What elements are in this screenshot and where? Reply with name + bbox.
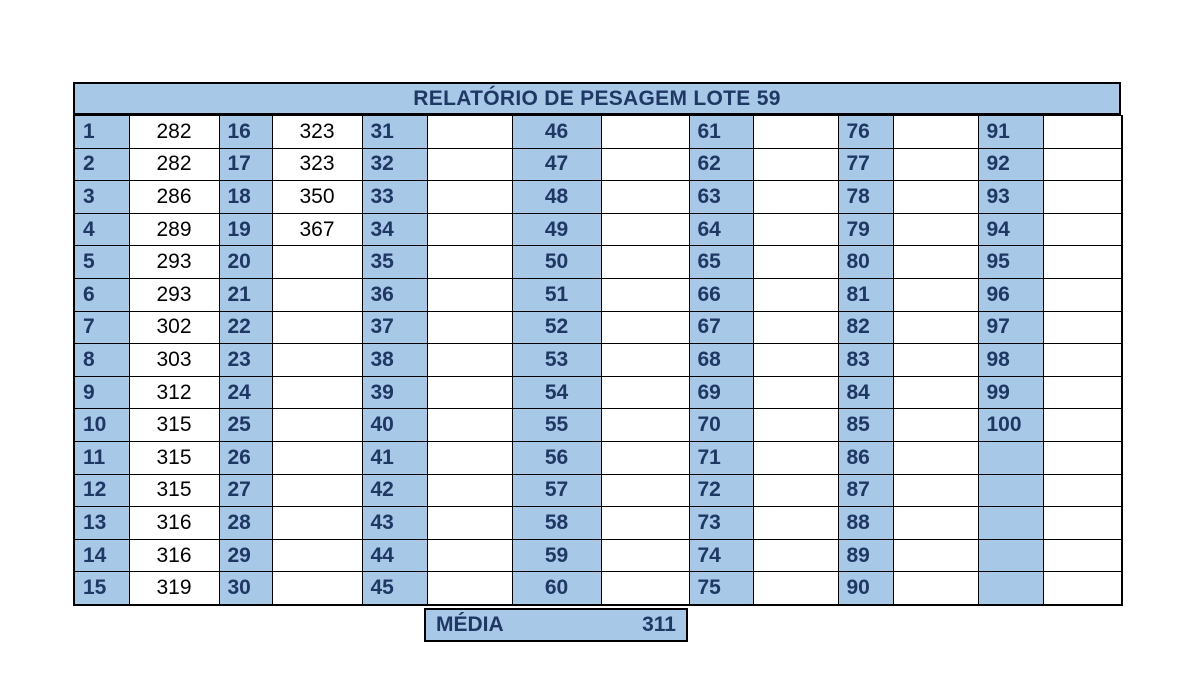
lot-number-cell: 96	[978, 278, 1043, 311]
weight-cell	[1043, 311, 1122, 344]
table-row	[74, 409, 1122, 442]
lot-number-cell: 71	[689, 441, 753, 474]
lot-number-cell: 53	[512, 344, 601, 377]
lot-number-cell: 66	[689, 278, 753, 311]
weighing-report-sheet	[73, 82, 1121, 606]
lot-number-cell: 42	[362, 474, 427, 507]
weight-cell	[601, 441, 689, 474]
lot-number-cell: 34	[362, 213, 427, 246]
weight-cell	[753, 181, 838, 214]
weight-cell	[893, 409, 978, 442]
table-row	[74, 311, 1122, 344]
weight-cell	[753, 441, 838, 474]
lot-number-cell: 59	[512, 539, 601, 572]
lot-number-cell: 44	[362, 539, 427, 572]
weight-cell	[272, 344, 362, 377]
lot-number-cell: 61	[689, 116, 753, 149]
weight-cell	[427, 213, 512, 246]
weight-cell	[601, 278, 689, 311]
lot-number-cell: 94	[978, 213, 1043, 246]
lot-number-cell: 67	[689, 311, 753, 344]
weight-cell	[272, 311, 362, 344]
weight-cell	[427, 246, 512, 279]
lot-number-cell: 1	[74, 116, 129, 149]
lot-number-cell	[978, 441, 1043, 474]
weight-cell	[427, 507, 512, 540]
lot-number-cell: 99	[978, 376, 1043, 409]
table-row	[74, 213, 1122, 246]
table-row	[74, 148, 1122, 181]
lot-number-cell: 65	[689, 246, 753, 279]
lot-number-cell: 20	[219, 246, 272, 279]
weight-cell	[893, 507, 978, 540]
lot-number-cell: 49	[512, 213, 601, 246]
weight-cell	[427, 539, 512, 572]
lot-number-cell: 78	[838, 181, 893, 214]
lot-number-cell: 31	[362, 116, 427, 149]
lot-number-cell: 23	[219, 344, 272, 377]
lot-number-cell: 17	[219, 148, 272, 181]
lot-number-cell: 56	[512, 441, 601, 474]
table-row	[74, 246, 1122, 279]
weight-cell: 282	[129, 148, 219, 181]
lot-number-cell: 75	[689, 572, 753, 605]
lot-number-cell	[978, 572, 1043, 605]
lot-number-cell: 60	[512, 572, 601, 605]
lot-number-cell: 36	[362, 278, 427, 311]
weight-cell	[1043, 344, 1122, 377]
table-row	[74, 474, 1122, 507]
table-row	[74, 116, 1122, 149]
weight-cell: 286	[129, 181, 219, 214]
lot-number-cell: 91	[978, 116, 1043, 149]
lot-number-cell: 74	[689, 539, 753, 572]
weight-cell	[1043, 474, 1122, 507]
lot-number-cell: 82	[838, 311, 893, 344]
lot-number-cell: 19	[219, 213, 272, 246]
weight-cell	[893, 572, 978, 605]
lot-number-cell	[978, 507, 1043, 540]
lot-number-cell: 39	[362, 376, 427, 409]
lot-number-cell: 80	[838, 246, 893, 279]
weight-cell	[601, 181, 689, 214]
weight-cell: 319	[129, 572, 219, 605]
lot-number-cell: 14	[74, 539, 129, 572]
weight-cell: 367	[272, 213, 362, 246]
lot-number-cell: 100	[978, 409, 1043, 442]
lot-number-cell: 43	[362, 507, 427, 540]
lot-number-cell: 13	[74, 507, 129, 540]
lot-number-cell: 68	[689, 344, 753, 377]
weight-cell	[272, 507, 362, 540]
weight-cell	[427, 441, 512, 474]
lot-number-cell: 30	[219, 572, 272, 605]
weight-cell	[893, 116, 978, 149]
weight-cell	[272, 246, 362, 279]
weight-cell	[272, 376, 362, 409]
weight-cell	[272, 409, 362, 442]
weight-cell: 293	[129, 246, 219, 279]
lot-number-cell	[978, 474, 1043, 507]
lot-number-cell: 62	[689, 148, 753, 181]
weight-cell	[427, 572, 512, 605]
weight-cell	[753, 572, 838, 605]
weight-cell	[601, 539, 689, 572]
weight-cell	[893, 181, 978, 214]
lot-number-cell: 57	[512, 474, 601, 507]
weight-cell	[753, 409, 838, 442]
lot-number-cell: 3	[74, 181, 129, 214]
weight-cell	[1043, 409, 1122, 442]
lot-number-cell: 29	[219, 539, 272, 572]
lot-number-cell: 54	[512, 376, 601, 409]
average-box	[424, 608, 688, 642]
lot-number-cell: 11	[74, 441, 129, 474]
weight-cell	[893, 441, 978, 474]
weight-cell	[1043, 181, 1122, 214]
weight-cell	[601, 474, 689, 507]
weight-cell	[427, 181, 512, 214]
weight-cell: 302	[129, 311, 219, 344]
lot-number-cell: 9	[74, 376, 129, 409]
lot-number-cell: 35	[362, 246, 427, 279]
lot-number-cell: 77	[838, 148, 893, 181]
weight-cell	[427, 409, 512, 442]
weight-cell	[893, 474, 978, 507]
weight-cell	[893, 311, 978, 344]
table-row	[74, 376, 1122, 409]
table-row	[74, 572, 1122, 605]
weight-cell	[427, 116, 512, 149]
weight-cell	[601, 572, 689, 605]
weight-cell: 315	[129, 409, 219, 442]
lot-number-cell: 89	[838, 539, 893, 572]
weight-cell	[601, 246, 689, 279]
lot-number-cell	[978, 539, 1043, 572]
weight-cell	[272, 474, 362, 507]
weight-cell	[893, 344, 978, 377]
lot-number-cell: 69	[689, 376, 753, 409]
weight-cell	[753, 344, 838, 377]
weight-cell	[427, 344, 512, 377]
lot-number-cell: 18	[219, 181, 272, 214]
average-label: MÉDIA	[436, 613, 504, 636]
lot-number-cell: 16	[219, 116, 272, 149]
weight-cell	[272, 572, 362, 605]
weight-cell	[272, 278, 362, 311]
weight-cell	[893, 539, 978, 572]
weight-cell	[893, 213, 978, 246]
weight-cell: 282	[129, 116, 219, 149]
weight-cell	[601, 116, 689, 149]
weight-cell	[893, 376, 978, 409]
lot-number-cell: 51	[512, 278, 601, 311]
lot-number-cell: 83	[838, 344, 893, 377]
lot-number-cell: 15	[74, 572, 129, 605]
lot-number-cell: 84	[838, 376, 893, 409]
weight-cell	[1043, 116, 1122, 149]
lot-number-cell: 22	[219, 311, 272, 344]
weight-cell	[753, 474, 838, 507]
lot-number-cell: 70	[689, 409, 753, 442]
weight-cell	[601, 376, 689, 409]
weight-cell: 315	[129, 441, 219, 474]
lot-number-cell: 86	[838, 441, 893, 474]
weight-cell: 303	[129, 344, 219, 377]
weight-cell	[601, 213, 689, 246]
lot-number-cell: 12	[74, 474, 129, 507]
weight-cell	[753, 311, 838, 344]
lot-number-cell: 46	[512, 116, 601, 149]
lot-number-cell: 21	[219, 278, 272, 311]
lot-number-cell: 58	[512, 507, 601, 540]
weight-cell	[1043, 278, 1122, 311]
weight-cell	[893, 148, 978, 181]
lot-number-cell: 5	[74, 246, 129, 279]
weight-cell	[601, 409, 689, 442]
weight-cell	[1043, 148, 1122, 181]
weight-cell	[1043, 507, 1122, 540]
weight-cell: 323	[272, 116, 362, 149]
weight-cell	[601, 148, 689, 181]
lot-number-cell: 27	[219, 474, 272, 507]
weight-cell	[753, 148, 838, 181]
weight-cell: 293	[129, 278, 219, 311]
lot-number-cell: 50	[512, 246, 601, 279]
lot-number-cell: 26	[219, 441, 272, 474]
weight-cell: 316	[129, 507, 219, 540]
table-row	[74, 441, 1122, 474]
lot-number-cell: 6	[74, 278, 129, 311]
average-value: 311	[642, 613, 676, 636]
lot-number-cell: 88	[838, 507, 893, 540]
weight-cell: 316	[129, 539, 219, 572]
table-row	[74, 181, 1122, 214]
weight-cell: 312	[129, 376, 219, 409]
lot-number-cell: 64	[689, 213, 753, 246]
lot-number-cell: 76	[838, 116, 893, 149]
lot-number-cell: 33	[362, 181, 427, 214]
lot-number-cell: 55	[512, 409, 601, 442]
weight-cell	[753, 376, 838, 409]
lot-number-cell: 47	[512, 148, 601, 181]
weight-cell	[427, 278, 512, 311]
lot-number-cell: 8	[74, 344, 129, 377]
table-row	[74, 278, 1122, 311]
weight-cell	[601, 311, 689, 344]
lot-number-cell: 72	[689, 474, 753, 507]
lot-number-cell: 92	[978, 148, 1043, 181]
weight-cell: 289	[129, 213, 219, 246]
weight-cell	[601, 344, 689, 377]
lot-number-cell: 52	[512, 311, 601, 344]
lot-number-cell: 81	[838, 278, 893, 311]
weight-cell	[753, 246, 838, 279]
weight-cell	[1043, 213, 1122, 246]
weight-cell	[427, 311, 512, 344]
weight-cell: 323	[272, 148, 362, 181]
lot-number-cell: 7	[74, 311, 129, 344]
lot-number-cell: 98	[978, 344, 1043, 377]
lot-number-cell: 45	[362, 572, 427, 605]
weight-cell	[427, 376, 512, 409]
weight-cell: 315	[129, 474, 219, 507]
weight-cell: 350	[272, 181, 362, 214]
weight-cell	[1043, 246, 1122, 279]
lot-number-cell: 10	[74, 409, 129, 442]
weight-cell	[893, 278, 978, 311]
weight-cell	[427, 148, 512, 181]
weight-cell	[893, 246, 978, 279]
table-row	[74, 507, 1122, 540]
lot-number-cell: 28	[219, 507, 272, 540]
weight-cell	[753, 278, 838, 311]
lot-number-cell: 90	[838, 572, 893, 605]
weight-cell	[1043, 539, 1122, 572]
weight-cell	[427, 474, 512, 507]
weights-table	[73, 115, 1123, 606]
report-title: RELATÓRIO DE PESAGEM LOTE 59	[73, 82, 1121, 115]
lot-number-cell: 32	[362, 148, 427, 181]
lot-number-cell: 41	[362, 441, 427, 474]
lot-number-cell: 87	[838, 474, 893, 507]
lot-number-cell: 95	[978, 246, 1043, 279]
weight-cell	[1043, 376, 1122, 409]
weight-cell	[272, 441, 362, 474]
weight-cell	[601, 507, 689, 540]
lot-number-cell: 63	[689, 181, 753, 214]
lot-number-cell: 79	[838, 213, 893, 246]
table-row	[74, 539, 1122, 572]
weight-cell	[753, 213, 838, 246]
weight-cell	[753, 116, 838, 149]
lot-number-cell: 97	[978, 311, 1043, 344]
lot-number-cell: 38	[362, 344, 427, 377]
weight-cell	[753, 507, 838, 540]
lot-number-cell: 48	[512, 181, 601, 214]
lot-number-cell: 93	[978, 181, 1043, 214]
lot-number-cell: 85	[838, 409, 893, 442]
weight-cell	[272, 539, 362, 572]
weight-cell	[1043, 572, 1122, 605]
lot-number-cell: 25	[219, 409, 272, 442]
weight-cell	[1043, 441, 1122, 474]
table-row	[74, 344, 1122, 377]
lot-number-cell: 40	[362, 409, 427, 442]
lot-number-cell: 4	[74, 213, 129, 246]
lot-number-cell: 2	[74, 148, 129, 181]
weight-cell	[753, 539, 838, 572]
lot-number-cell: 37	[362, 311, 427, 344]
lot-number-cell: 24	[219, 376, 272, 409]
lot-number-cell: 73	[689, 507, 753, 540]
